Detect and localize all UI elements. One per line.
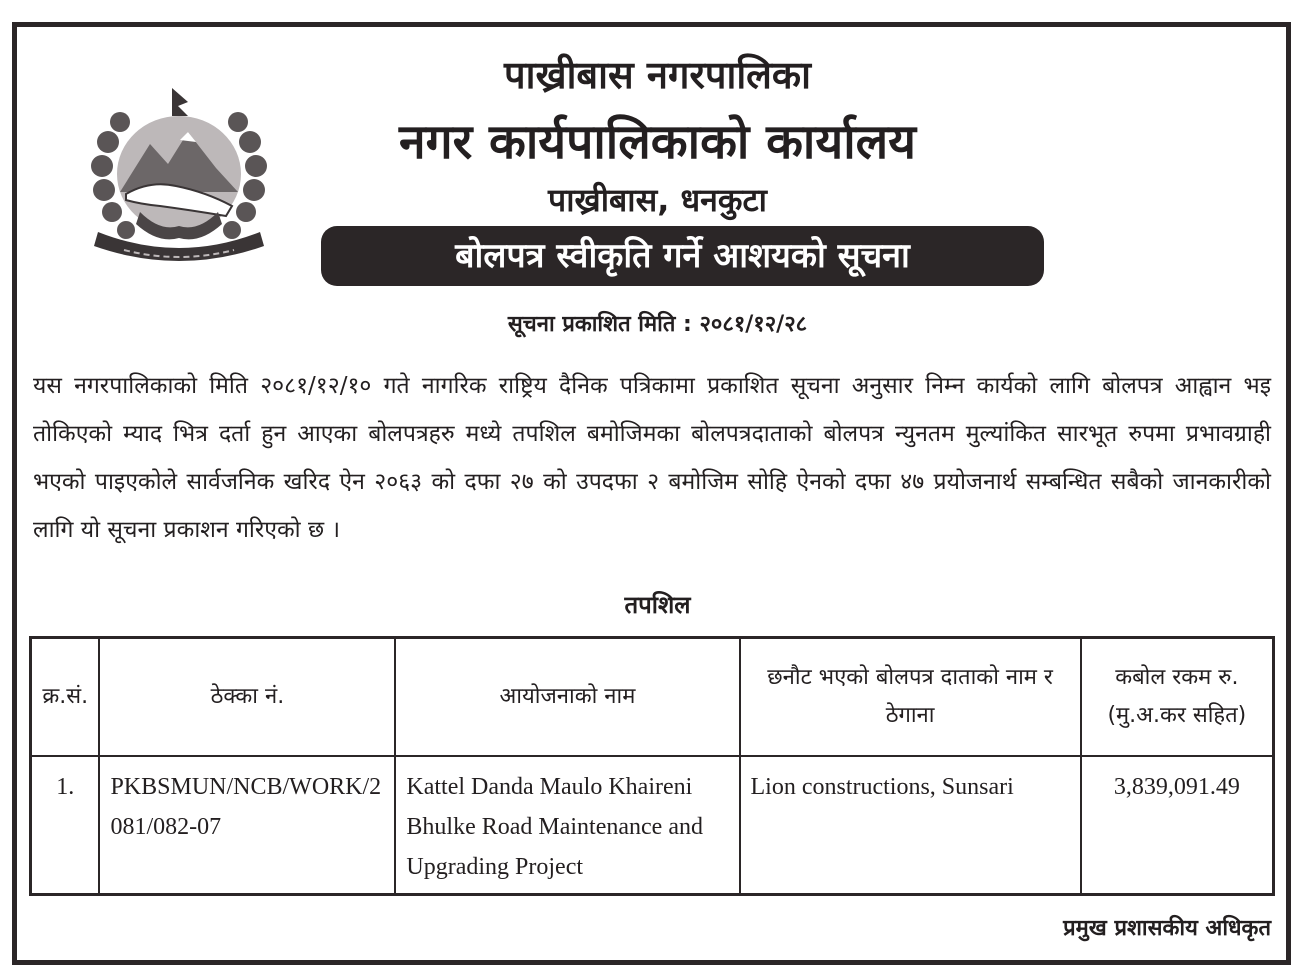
publish-date: सूचना प्रकाशित मिति : २०८१/१२/२८: [507, 312, 808, 337]
header-bidder: छनौट भएको बोलपत्र दाताको नाम र ठेगाना: [740, 638, 1081, 757]
office-name: नगर कार्यपालिकाको कार्यालय: [398, 114, 917, 170]
office-address: पाख्रीबास, धनकुटा: [548, 181, 767, 219]
cell-amount: 3,839,091.49: [1081, 756, 1274, 895]
cell-project: Kattel Danda Maulo Khaireni Bhulke Road Maintenance and Upgrading Project: [395, 756, 739, 895]
header-contract-no: ठेक्का नं.: [99, 638, 395, 757]
award-table: [29, 636, 1275, 896]
header-amount: कबोल रकम रु. (मु.अ.कर सहित): [1081, 638, 1274, 757]
municipality-name: पाख्रीबास नगरपालिका: [504, 53, 811, 97]
signature-title: प्रमुख प्रशासकीय अधिकृत: [1063, 916, 1271, 941]
schedule-heading: तपशिल: [624, 591, 691, 619]
header-sn: क्र.सं.: [31, 638, 100, 757]
cell-sn: 1.: [31, 756, 100, 895]
notice-body: यस नगरपालिकाको मिति २०८१/१२/१० गते नागरिक राष्ट्रिय दैनिक पत्रिकामा प्रकाशित सूचना अनुसार निम्न कार्यको लागि बोलपत्र आह्वान भइ तोकिएको म्याद भित्र दर्ता हुन आएका बोलपत्रहरु मध्ये तपशिल बमोजिमका बोलपत्रदाताको बोलपत्र न्युनतम मुल्यांकित सारभूत रुपमा प्रभावग्राही भएको पाइएकोले सार्वजनिक खरिद ऐन २०६३ को दफा २७ को उपदफा २ बमोजिम सोहि ऐनको दफा ४७ प्रयोजनार्थ सम्बन्धित सबैको जानकारीको लागि यो सूचना प्रकाशन गरिएको छ ।: [33, 373, 1271, 543]
notice-title-banner: बोलपत्र स्वीकृति गर्ने आशयको सूचना: [321, 226, 1044, 286]
header-project: आयोजनाको नाम: [395, 638, 739, 757]
cell-bidder: Lion constructions, Sunsari: [740, 756, 1081, 895]
table-row: [31, 756, 1274, 895]
table-header-row: [31, 638, 1274, 757]
cell-contract-no: PKBSMUN/NCB/WORK/2081/082-07: [99, 756, 395, 895]
